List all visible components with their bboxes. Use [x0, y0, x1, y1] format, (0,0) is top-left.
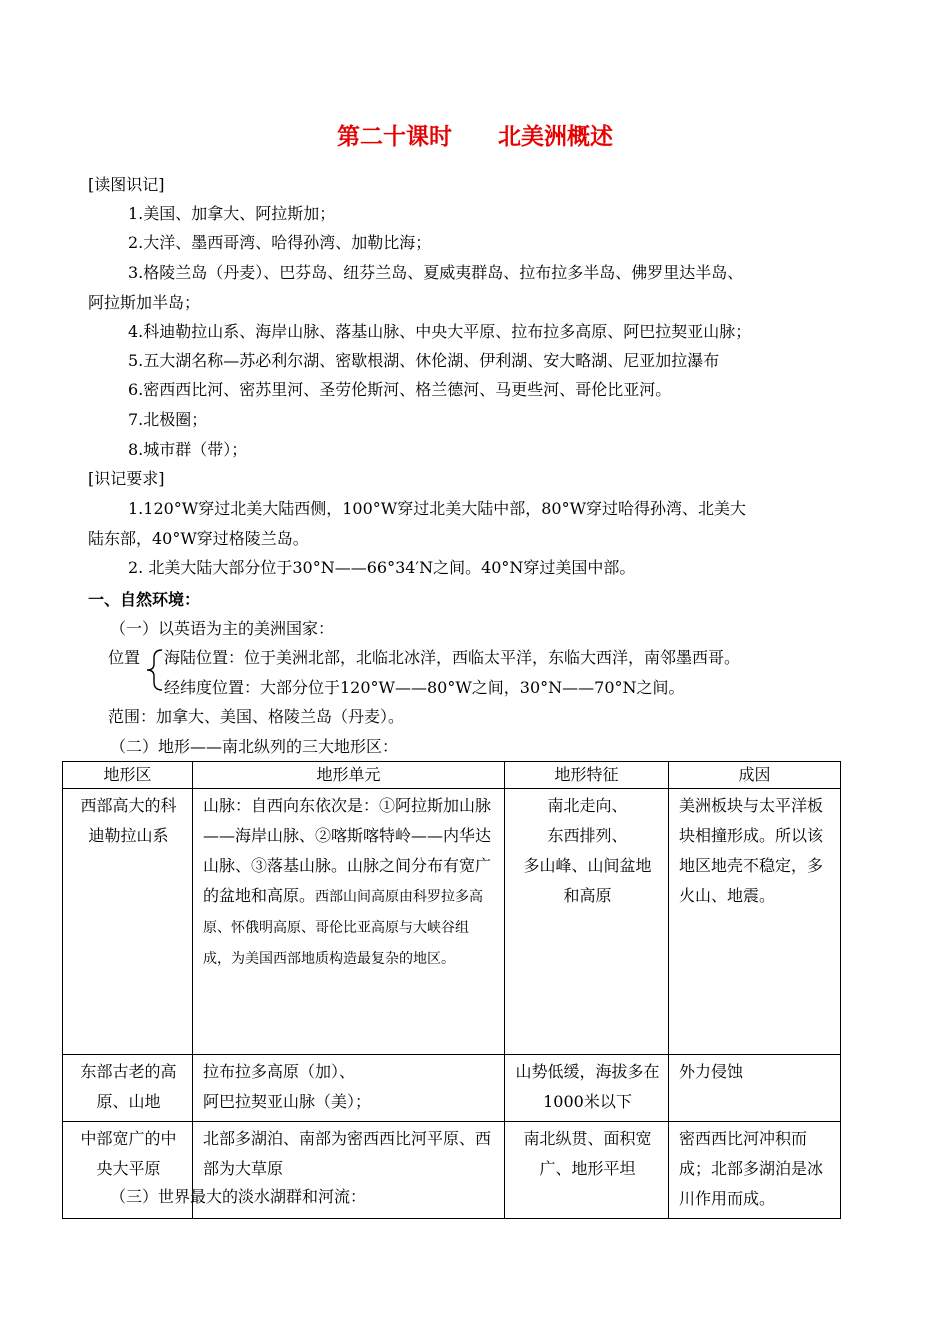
read-map-item-4: 4.科迪勒拉山系、海岸山脉、落基山脉、中央大平原、拉布拉多高原、阿巴拉契亚山脉；	[128, 322, 752, 341]
table-row	[63, 789, 841, 1055]
feature-line: 南北走向、	[547, 796, 628, 815]
scope-line: 范围：加拿大、美国、格陵兰岛（丹麦）。	[108, 707, 405, 726]
table-header-row	[63, 762, 841, 789]
table-row	[63, 1055, 841, 1122]
header-cell: 成因	[669, 762, 841, 789]
read-map-header: [读图识记]	[88, 175, 165, 194]
read-map-item-6: 6.密西西比河、密苏里河、圣劳伦斯河、格兰德河、马更些河、哥伦比亚河。	[128, 380, 672, 399]
sub2-heading: （二）地形——南北纵列的三大地形区：	[110, 737, 399, 756]
read-map-item-1: 1.美国、加拿大、阿拉斯加；	[128, 204, 336, 223]
read-map-item-5: 5.五大湖名称—苏必利尔湖、密歇根湖、休伦湖、伊利湖、安大略湖、尼亚加拉瀑布	[128, 351, 720, 370]
read-map-item-3: 3.格陵兰岛（丹麦）、巴芬岛、纽芬兰岛、夏威夷群岛、拉布拉多半岛、佛罗里达半岛、	[128, 263, 744, 282]
position-label: 位置	[108, 648, 141, 667]
unit-cell	[193, 1055, 505, 1122]
memory-item-1-cont: 陆东部，40°W穿过格陵兰岛。	[88, 529, 309, 548]
read-map-item-7: 7.北极圈；	[128, 410, 208, 429]
cause-cell: 美洲板块与太平洋板块相撞形成。所以该地区地壳不稳定，多火山、地震。	[669, 789, 841, 1055]
terrain-table	[62, 761, 841, 1219]
header-cell: 地形单元	[193, 762, 505, 789]
region-cell: 中部宽广的中央大平原	[63, 1122, 193, 1219]
part1-header: 一、自然环境：	[88, 590, 201, 609]
unit-line: 阿巴拉契亚山脉（美）；	[203, 1092, 372, 1111]
sub1-heading: （一）以英语为主的美洲国家：	[110, 619, 335, 638]
lat-lon-position: 经纬度位置：大部分位于120°W——80°W之间，30°N——70°N之间。	[164, 678, 685, 697]
memory-item-1: 1.120°W穿过北美大陆西侧，100°W穿过北美大陆中部，80°W穿过哈得孙湾、北美大	[128, 499, 747, 518]
memory-header: [识记要求]	[88, 469, 165, 488]
feature-line: 东西排列、	[547, 826, 628, 845]
feature-line: 多山峰、山间盆地	[523, 856, 652, 875]
unit-small-text: 西部山间高原由科罗拉多高原、怀俄明高原、哥伦比亚高原与大峡谷组成，为美国西部地质构造最复杂的地区。	[203, 889, 484, 967]
features-cell: 南北纵贯、面积宽广、地形平坦	[505, 1122, 669, 1219]
unit-cell	[193, 789, 505, 1055]
cause-cell: 外力侵蚀	[669, 1055, 841, 1122]
unit-main-text: 山脉：自西向东依次是：①阿拉斯加山脉——海岸山脉、②喀斯喀特岭——内华达山脉、③落基山脉。山脉之间分布有宽广的盆地和高原。	[203, 796, 492, 905]
read-map-item-3-cont: 阿拉斯加半岛；	[88, 293, 201, 312]
unit-cell: 北部多湖泊、南部为密西西比河平原、西部为大草原	[193, 1122, 505, 1219]
memory-item-2: 2. 北美大陆大部分位于30°N——66°34′N之间。40°N穿过美国中部。	[128, 558, 636, 577]
read-map-item-2: 2.大洋、墨西哥湾、哈得孙湾、加勒比海；	[128, 233, 432, 252]
sub3-heading: （三）世界最大的淡水湖群和河流：	[110, 1187, 367, 1206]
page-title: 第二十课时 北美洲概述	[337, 124, 613, 150]
brace-icon	[144, 648, 166, 692]
feature-line: 和高原	[563, 886, 612, 905]
read-map-item-8: 8.城市群（带）；	[128, 440, 248, 459]
sea-land-position: 海陆位置：位于美洲北部，北临北冰洋，西临太平洋，东临大西洋，南邻墨西哥。	[164, 648, 741, 667]
features-cell	[505, 789, 669, 1055]
region-cell: 东部古老的高原、山地	[63, 1055, 193, 1122]
region-cell: 西部高大的科迪勒拉山系	[63, 789, 193, 1055]
cause-cell: 密西西比河冲积而成；北部多湖泊是冰川作用而成。	[669, 1122, 841, 1219]
header-cell: 地形特征	[505, 762, 669, 789]
unit-line: 拉布拉多高原（加）、	[203, 1062, 356, 1081]
features-cell: 山势低缓，海拔多在1000米以下	[505, 1055, 669, 1122]
header-cell: 地形区	[63, 762, 193, 789]
